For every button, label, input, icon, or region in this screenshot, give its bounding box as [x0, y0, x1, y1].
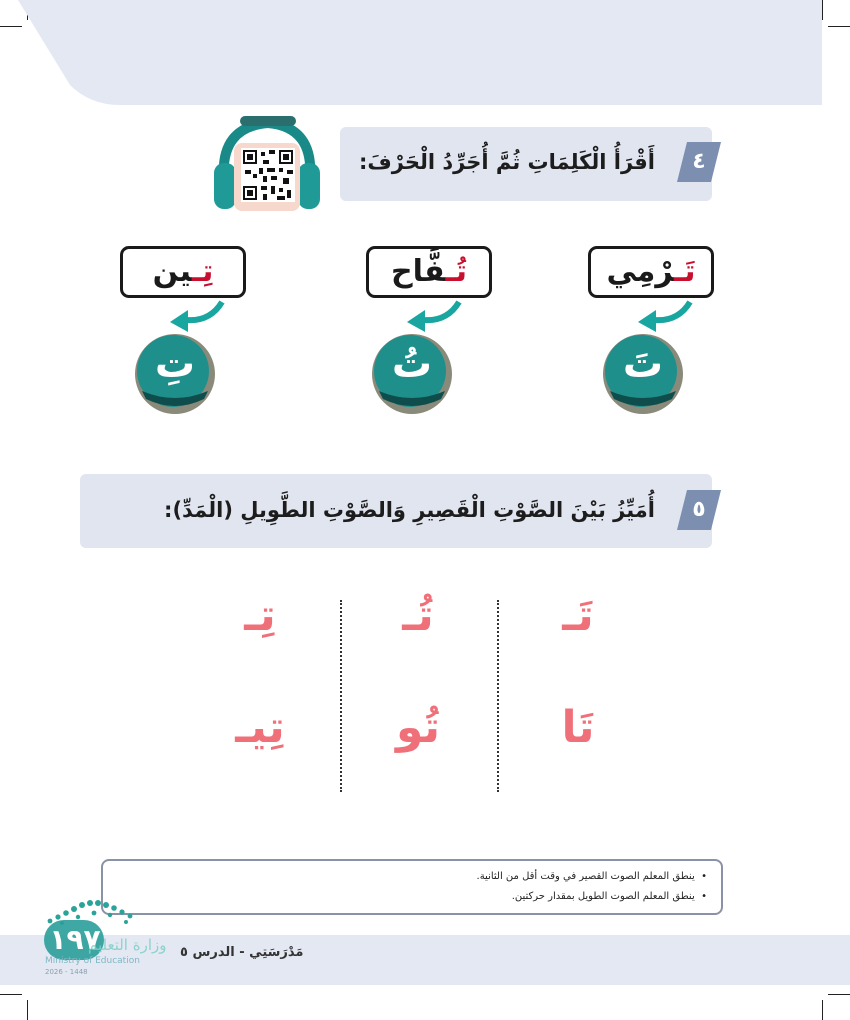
long-sound-2: تُو — [395, 702, 441, 753]
bullet: • — [694, 871, 707, 882]
crop-mark — [822, 1000, 823, 1020]
teacher-note-box — [101, 859, 723, 915]
long-sound-3: تِيـ — [235, 702, 285, 753]
teacher-note-2: • ينطق المعلم الصوت الطويل بمقدار حركتين. — [511, 891, 707, 902]
section-4-number: ٤ — [692, 149, 706, 174]
letter-circle-3-text: تِ — [154, 341, 196, 387]
long-sound-1: تَا — [561, 702, 595, 753]
ministry-name-en: Ministry of Education — [45, 956, 140, 966]
column-divider — [340, 600, 342, 792]
bullet: • — [694, 891, 707, 902]
word-2-rest: فَّاح — [390, 254, 446, 289]
short-sound-1: تَـ — [562, 590, 594, 641]
section-5-instruction: أُمَيِّزُ بَيْنَ الصَّوْتِ الْقَصِيرِ وَالصَّوْتِ الطَّوِيلِ (الْمَدِّ): — [164, 498, 655, 522]
crop-mark — [828, 994, 850, 995]
ministry-name-ar: وزارة التعليم — [88, 936, 167, 954]
section-4-instruction: أَقْرَأُ الْكَلِمَاتِ ثُمَّ أُجَرِّدُ الْحَرْفَ: — [359, 150, 655, 174]
word-3-letter: تِـ — [191, 254, 214, 289]
word-box-3 — [120, 246, 246, 298]
column-divider — [497, 600, 499, 792]
crop-mark — [27, 1000, 28, 1020]
curved-arrow-icon — [166, 300, 226, 334]
curved-arrow-icon — [634, 300, 694, 334]
short-sound-3: تِـ — [244, 590, 276, 641]
letter-circle-2-text: تُ — [391, 341, 433, 387]
word-box-2 — [366, 246, 492, 298]
word-3-rest: ين — [152, 254, 192, 289]
page-number: ١٩٧ — [49, 923, 101, 956]
footer-lesson-title: مَدْرَسَتِي - الدرس ٥ — [180, 945, 304, 960]
section-5-number: ٥ — [692, 497, 706, 522]
teacher-note-1: • ينطق المعلم الصوت القصير في وقت أقل من الثانية. — [476, 871, 707, 882]
word-1-letter: تَـ — [674, 254, 696, 289]
qr-code-icon[interactable] — [241, 148, 295, 202]
top-decorative-band — [0, 0, 850, 110]
short-sound-2: تُـ — [402, 590, 434, 641]
edition-year: 2026 - 1448 — [45, 968, 88, 976]
word-1-rest: رْمِي — [606, 254, 675, 289]
letter-circle-1-text: تَ — [622, 341, 664, 387]
crop-mark — [0, 994, 22, 995]
word-box-1 — [588, 246, 714, 298]
word-2-letter: تُـ — [445, 254, 467, 289]
curved-arrow-icon — [403, 300, 463, 334]
